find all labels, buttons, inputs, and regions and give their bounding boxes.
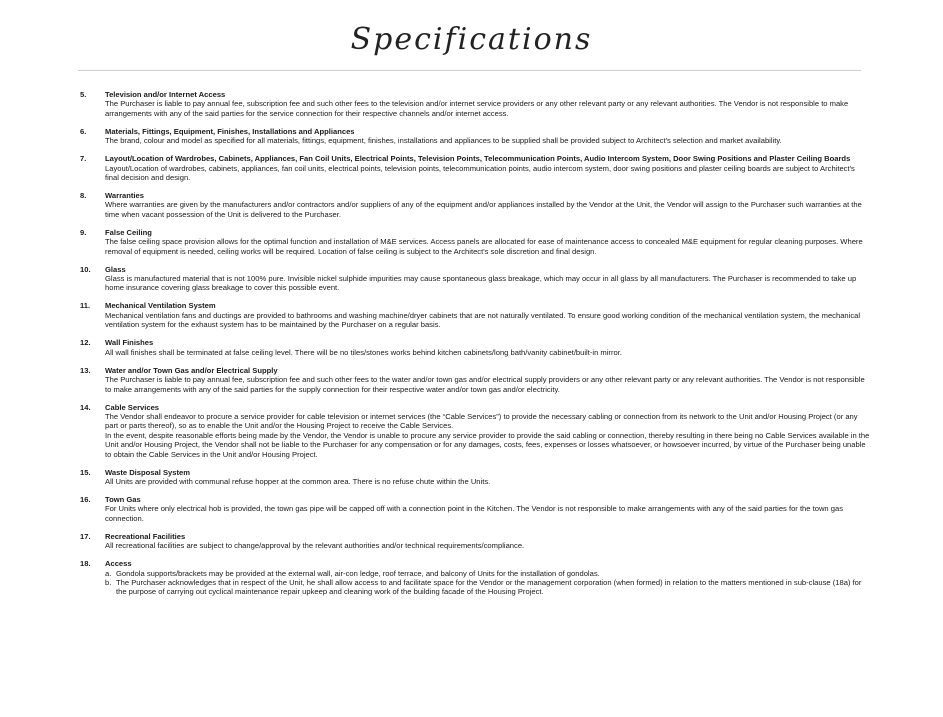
spec-item-body bbox=[105, 338, 870, 357]
spec-item-number: 13. bbox=[80, 365, 91, 375]
spec-item-number: 15. bbox=[80, 467, 91, 477]
spec-item-heading: Television and/or Internet Access bbox=[105, 90, 226, 99]
spec-item bbox=[80, 532, 870, 551]
spec-item-number: 8. bbox=[80, 191, 87, 201]
spec-item-number: 14. bbox=[80, 402, 91, 412]
spec-item bbox=[80, 366, 870, 394]
spec-item bbox=[80, 338, 870, 357]
spec-item-number: 10. bbox=[80, 264, 91, 274]
spec-item bbox=[80, 228, 870, 256]
spec-item bbox=[80, 127, 870, 146]
spec-item-number: 18. bbox=[80, 559, 91, 569]
spec-item-body bbox=[105, 532, 870, 551]
page-title: Specifications bbox=[350, 22, 593, 57]
spec-item-body bbox=[105, 403, 870, 459]
spec-item-text: Glass is manufactured material that is not 100% pure. Invisible nickel sulphide impurities may cause spontaneous glass breakage, which may occur in all glass by all manufacturers. The Purchaser is recommended to take up home insurance covering glass breakage to cover this possible event. bbox=[105, 274, 857, 293]
spec-item-heading: Materials, Fittings, Equipment, Finishes, Installations and Appliances bbox=[105, 126, 355, 136]
spec-item-heading: Wall Finishes bbox=[105, 338, 154, 348]
spec-item-text: The brand, colour and model as specified for all materials, fittings, equipment, finishes, installations and appliances to be supplied shall be provided subject to Architect's selection and market availability. bbox=[105, 136, 782, 146]
title-divider bbox=[78, 70, 861, 71]
spec-item-text: All recreational facilities are subject to change/approval by the relevant authorities and/or technical requirements/compliance. bbox=[105, 541, 525, 551]
spec-subitem-text: Gondola supports/brackets may be provided at the external wall, air-con ledge, roof terrace, and balcony of Units for the installation of gondolas. bbox=[116, 568, 600, 578]
spec-item-body bbox=[105, 559, 870, 597]
spec-item-number: 9. bbox=[80, 227, 87, 237]
spec-item bbox=[80, 468, 870, 487]
spec-item-number: 16. bbox=[80, 494, 91, 504]
spec-item-body bbox=[105, 90, 870, 118]
spec-item bbox=[80, 495, 870, 523]
spec-item-text: All Units are provided with communal refuse hopper at the common area. There is no refuse chute within the Units. bbox=[105, 476, 491, 486]
spec-item-heading: Town Gas bbox=[105, 494, 141, 504]
specification-list bbox=[80, 90, 870, 605]
spec-item-body bbox=[105, 228, 870, 256]
spec-item-body bbox=[105, 154, 870, 182]
spec-item-text: Where warranties are given by the manufacturers and/or contractors and/or suppliers of any of the equipment and/or appliances installed by the Vendor at the Unit, the Vendor will assign to the Purchaser such warranties at the time when vacant possession of the Unit is delivered to the Purchaser. bbox=[105, 200, 862, 219]
spec-item-heading: False Ceiling bbox=[105, 227, 152, 237]
spec-item-number: 7. bbox=[80, 154, 87, 164]
spec-item bbox=[80, 191, 870, 219]
spec-item-text: Mechanical ventilation fans and ductings are provided to bathrooms and washing machine/dryer cabinets that are not naturally ventilated. To ensure good working condition of the mechanical ventilation system, the mechanical ventilation system for the exhaust system has to be maintained by the Purchaser on a regular basis. bbox=[105, 310, 861, 330]
spec-subitem bbox=[105, 578, 870, 597]
spec-subitem-text: The Purchaser acknowledges that in respect of the Unit, he shall allow access to and facilitate space for the Vendor or the management corporation (when formed) in relation to the matters mentioned in sub-clause (18a) for the purpose of carrying out cyclical maintenance repair upkeep and cleaning work of the building facade of the Housing Project. bbox=[116, 577, 862, 597]
spec-item-number: 11. bbox=[80, 301, 91, 311]
spec-item bbox=[80, 154, 870, 182]
spec-item-heading: Access bbox=[105, 559, 132, 569]
spec-item bbox=[80, 301, 870, 329]
spec-item-heading: Cable Services bbox=[105, 402, 160, 412]
spec-item-heading: Warranties bbox=[105, 191, 144, 201]
spec-item bbox=[80, 403, 870, 459]
spec-item-text: For Units where only electrical hob is provided, the town gas pipe will be capped off with a connection point in the Kitchen. The Vendor is not responsible to make arrangements with any of the said parties for the town gas connection. bbox=[105, 504, 843, 523]
spec-item-body bbox=[105, 366, 870, 394]
spec-item-heading: Layout/Location of Wardrobes, Cabinets, Appliances, Fan Coil Units, Electrical Points, Television Points, Telecommunication Points, Audio Intercom System, Door Swing Positions and Plaster Ceiling Boards bbox=[105, 154, 851, 164]
spec-item-text: All wall finishes shall be terminated at false ceiling level. There will be no tiles/stones works behind kitchen cabinets/long bath/vanity cabinet/built-in mirror. bbox=[105, 347, 622, 357]
spec-item-number: 12. bbox=[80, 338, 91, 348]
spec-item-heading: Glass bbox=[105, 264, 126, 274]
spec-item-text: Layout/Location of wardrobes, cabinets, appliances, fan coil units, electrical points, television points, telecommunication points, audio intercom system, door swing positions and plaster ceiling boards are subject to Architect's final decision and design. bbox=[105, 163, 855, 183]
spec-item-body bbox=[105, 468, 870, 487]
spec-item-number: 6. bbox=[80, 126, 87, 136]
spec-item bbox=[80, 559, 870, 597]
spec-item bbox=[80, 90, 870, 118]
spec-subitem bbox=[105, 569, 870, 578]
spec-item-body bbox=[105, 495, 870, 523]
spec-item-body bbox=[105, 127, 870, 146]
spec-subitem-label: a. bbox=[105, 568, 112, 578]
spec-subitem-label: b. bbox=[105, 577, 112, 587]
spec-item-number: 5. bbox=[80, 90, 87, 99]
spec-item-text: In the event, despite reasonable efforts being made by the Vendor, the Vendor is unable to procure any service provider to provide the said cabling or connection, thereby resulting in there being no Cable Services available in the Unit and/or Housing Project, the Vendor shall not be liable to the Purchaser for any compensation or for any damages, costs, fees, expenses or losses whatsoever, or howsoever incurred, by virtue of the Purchaser being unable to obtain the Cable Services in the Unit and/or Housing Project. bbox=[105, 430, 870, 459]
spec-item-heading: Waste Disposal System bbox=[105, 467, 190, 477]
spec-item-heading: Recreational Facilities bbox=[105, 531, 186, 541]
spec-item-text: The false ceiling space provision allows for the optimal function and installation of M&E services. Access panels are allocated for ease of maintenance access to concealed M&E equipment for regular cleaning purposes. Where removal of equipment is needed, ceiling works will be required. Location of false ceiling is subject to the Architect's sole discretion and final design. bbox=[105, 237, 863, 256]
spec-item-text: The Purchaser is liable to pay annual fee, subscription fee and such other fees to the television and/or internet service providers or any other relevant party or any relevant authorities. The Vendor is not responsible to make arrangements with any of the said parties for the service connection for their respective channels and/or internet access. bbox=[105, 99, 849, 118]
spec-item-heading: Mechanical Ventilation System bbox=[105, 301, 216, 311]
spec-item-text: The Vendor shall endeavor to procure a service provider for cable television or internet services (the “Cable Services”) to provide the necessary cabling or connection from its network to the Unit and/or Housing Project (or any part or parts thereof), so as to enable the Unit and/or the Housing Project to receive the Cable Services. bbox=[105, 411, 858, 431]
spec-item-body bbox=[105, 265, 870, 293]
spec-item-text: The Purchaser is liable to pay annual fee, subscription fee and such other fees to the water and/or town gas and/or electrical supply providers or any other relevant party or any relevant authorities. The Vendor is not responsible to make arrangements with any of the said parties for the supply connection for their respective water and/or town gas and/or electricity. bbox=[105, 375, 865, 394]
spec-item bbox=[80, 265, 870, 293]
spec-item-body bbox=[105, 191, 870, 219]
spec-item-heading: Water and/or Town Gas and/or Electrical Supply bbox=[105, 365, 278, 375]
spec-item-number: 17. bbox=[80, 531, 91, 541]
spec-item-body bbox=[105, 301, 870, 329]
